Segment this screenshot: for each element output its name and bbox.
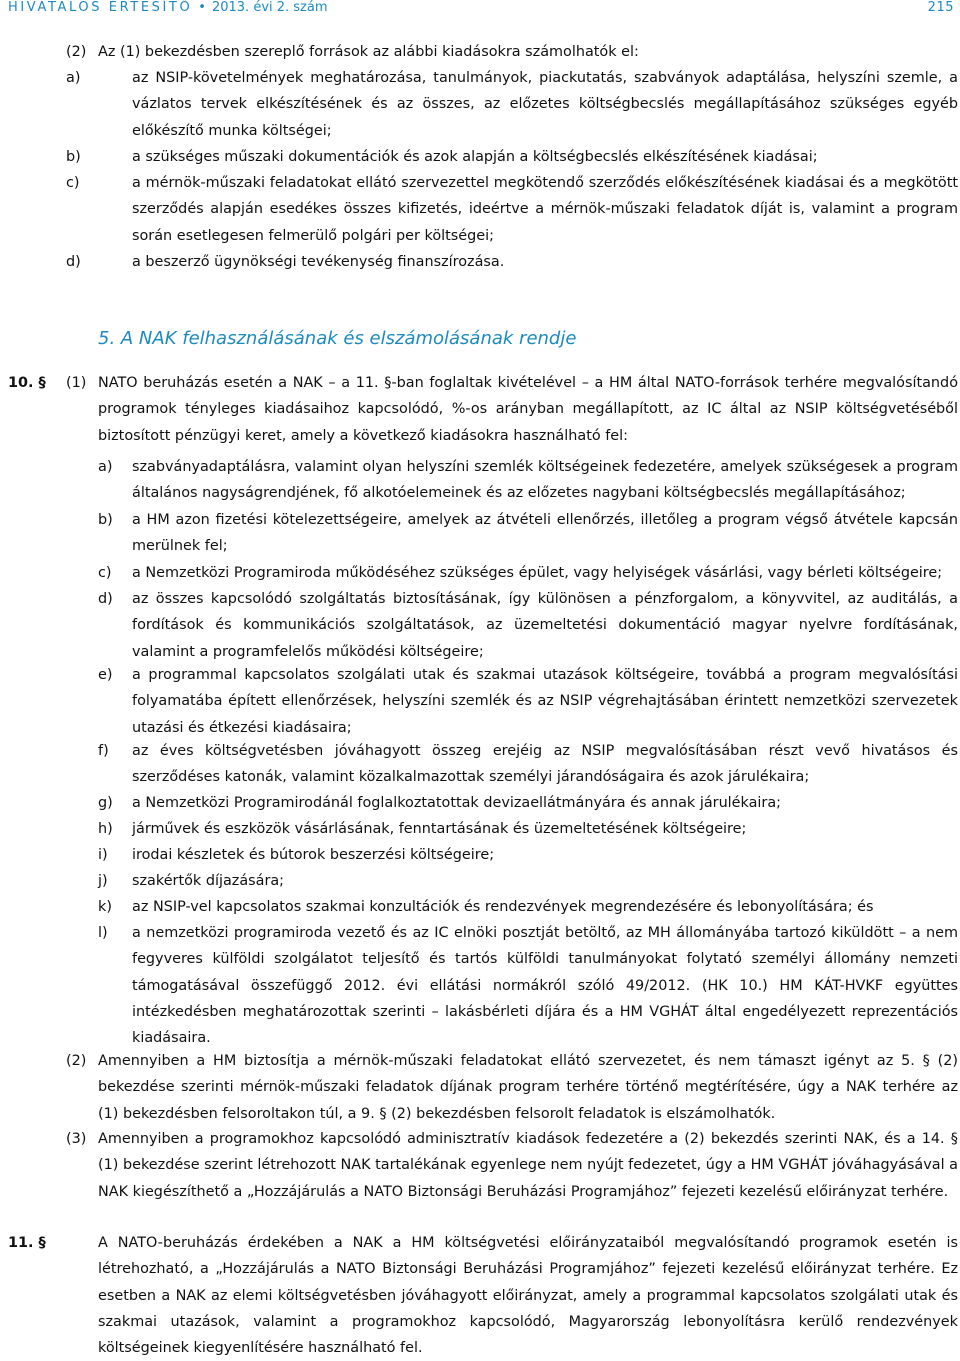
list-label: d) (98, 591, 113, 607)
list-item: a szükséges műszaki dokumentációk és azok alapján a költségbecslés elkészítésének kiadásai; (132, 149, 818, 165)
journal-name: HIVATALOS ÉRTESÍTŐ (8, 0, 193, 15)
list-label: a) (98, 459, 113, 475)
list-label: b) (98, 512, 113, 528)
paragraph-label: (2) (66, 44, 87, 60)
list-label: c) (66, 175, 80, 191)
list-item: a Nemzetközi Programiroda működéséhez szükséges épület, vagy helyiségek vásárlási, vagy bérleti költségeire; (132, 565, 943, 581)
list-label: c) (98, 565, 112, 581)
paragraph-label: (1) (66, 375, 87, 391)
list-label: e) (98, 667, 113, 683)
list-label: a) (66, 70, 81, 86)
list-item: szabványadaptálásra, valamint olyan helyszíni szemlék költségeinek fedezetére, amelyek szükségesek a program általános nagyságrendjének, fő alkotóelemeinek és az előzetes nagybani költségbecslés megállapításához; (132, 459, 958, 502)
page-header (8, 0, 954, 18)
issue-date: 2013. évi 2. szám (211, 0, 328, 15)
list-label: i) (98, 847, 108, 863)
section-number: 10. § (8, 375, 46, 391)
list-item: a nemzetközi programiroda vezető és az IC elnöki posztját betöltő, az MH állományába tartozó kiküldött – a nem fegyveres külföldi szolgálatot teljesítő és tartós külföldi tanulmányokat folytató személyi állomány nemzeti támogatásával összefüggő 2012. évi ellátási normákról szóló 49/2012. (HK 10.) HM KÁT-HVKF együttes intézkedésben meghatározottak szerinti – lakásbérleti díjára és a HM VGHÁT által engedélyezett reprezentációs kiadásaira. (132, 925, 958, 1047)
list-label: h) (98, 821, 113, 837)
page-number: 215 (927, 0, 954, 15)
list-label: k) (98, 899, 112, 915)
list-item: a mérnök-műszaki feladatokat ellátó szervezettel megkötendő szerződés előkészítésének kiadásai és a megkötött szerződés alapján esedékes összes kifizetés, ideértve a mérnök-műszaki feladatok díját is, valamint a program során esetlegesen felmerülő polgári per költségei; (132, 175, 958, 244)
list-label: l) (98, 925, 108, 941)
bullet-separator: • (198, 0, 206, 15)
header-running-title (8, 0, 328, 15)
list-item: az összes kapcsolódó szolgáltatás biztosításának, így különösen a pénzforgalom, a könyvvitel, az auditálás, a fordítások és kommunikációs szolgáltatások, az üzemeltetési dokumentáció magyar nyelvre fordításának, valamint a programfelelős működési költségeire; (132, 591, 958, 660)
section-paragraph: Amennyiben a programokhoz kapcsolódó adminisztratív kiadások fedezetére a (2) bekezdés szerinti NAK, és a 14. § (1) bekezdése szerint létrehozott NAK tartalékának egyenlege nem nyújt fedezetet, úgy a HM VGHÁT jóváhagyásával a NAK kiegészíthető a „Hozzájárulás a NATO Biztonsági Beruházási Programjához” fejezeti kezelésű előirányzat terhére. (98, 1131, 958, 1200)
list-label: d) (66, 254, 81, 270)
list-label: g) (98, 795, 113, 811)
section-paragraph: A NATO-beruházás érdekében a NAK a HM költségvetési előirányzataiból megvalósítandó programok esetén is létrehozható, a „Hozzájárulás a NATO Biztonsági Beruházási Programjához” fejezeti kezelésű előirányzat terhére. Ez esetben a NAK az elemi költségvetésben jóváhagyott előirányzat, amely a programmal kapcsolatos szolgálati utak és szakmai utazások, valamint a programokhoz kapcsolódó, Magyarország lebonyolításra kerülő rendezvények költségeinek kiegyenlítésére használható fel. (98, 1235, 958, 1357)
list-label: j) (98, 873, 108, 889)
section-paragraph: Amennyiben a HM biztosítja a mérnök-műszaki feladatokat ellátó szervezetet, és nem támaszt igényt az 5. § (2) bekezdése szerinti mérnök-műszaki feladatok díjának program terhére történő megtérítésére, úgy a NAK terhére az (1) bekezdésben felsoroltakon túl, a 9. § (2) bekezdésben felsorolt feladatok is elszámolhatók. (98, 1053, 958, 1122)
list-item: az NSIP-vel kapcsolatos szakmai konzultációk és rendezvények megrendezésére és lebonyolítására; és (132, 899, 874, 915)
list-item: szakértők díjazására; (132, 873, 285, 889)
paragraph-label: (2) (66, 1053, 87, 1069)
section-number: 11. § (8, 1235, 46, 1251)
list-item: az éves költségvetésben jóváhagyott összeg erejéig az NSIP megvalósításában részt vevő hivatásos és szerződéses katonák, valamint közalkalmazottak személyi járandóságaira és azok járulékaira; (132, 743, 958, 786)
list-item: a beszerző ügynökségi tevékenység finanszírozása. (132, 254, 505, 270)
list-item: a Nemzetközi Programirodánál foglalkoztatottak devizaellátmányára és annak járulékaira; (132, 795, 782, 811)
section-paragraph: NATO beruházás esetén a NAK – a 11. §-ban foglaltak kivételével – a HM által NATO-források terhére megvalósítandó programok tényleges kiadásaihoz kapcsolódó, %-os arányban megállapított, az IC által az NSIP költségvetéséből biztosított pénzügyi keret, amely a következő kiadásokra használható fel: (98, 375, 958, 444)
paragraph-label: (3) (66, 1131, 87, 1147)
list-item: az NSIP-követelmények meghatározása, tanulmányok, piackutatás, szabványok adaptálása, helyszíni szemle, a vázlatos tervek elkészítésének és az összes, az előzetes költségbecslés megállapításához szükséges egyéb előkészítő munka költségei; (132, 70, 958, 139)
list-item: járművek és eszközök vásárlásának, fenntartásának és üzemeltetésének költségeire; (132, 821, 747, 837)
intro-paragraph: Az (1) bekezdésben szereplő források az alábbi kiadásokra számolhatók el: (98, 44, 639, 60)
list-label: f) (98, 743, 109, 759)
chapter-title: 5. A NAK felhasználásának és elszámolásának rendje (98, 328, 577, 349)
list-item: a programmal kapcsolatos szolgálati utak és szakmai utazások költségeire, továbbá a program megvalósítási folyamatába épített ellenőrzések, helyszíni szemlék és az NSIP végrehajtásában érintett nemzetközi szervezetek utazási és étkezési kiadásaira; (132, 667, 958, 736)
list-label: b) (66, 149, 81, 165)
list-item: a HM azon fizetési kötelezettségeire, amelyek az átvételi ellenőrzés, illetőleg a program végső átvétele kapcsán merülnek fel; (132, 512, 958, 555)
list-item: irodai készletek és bútorok beszerzési költségeire; (132, 847, 495, 863)
